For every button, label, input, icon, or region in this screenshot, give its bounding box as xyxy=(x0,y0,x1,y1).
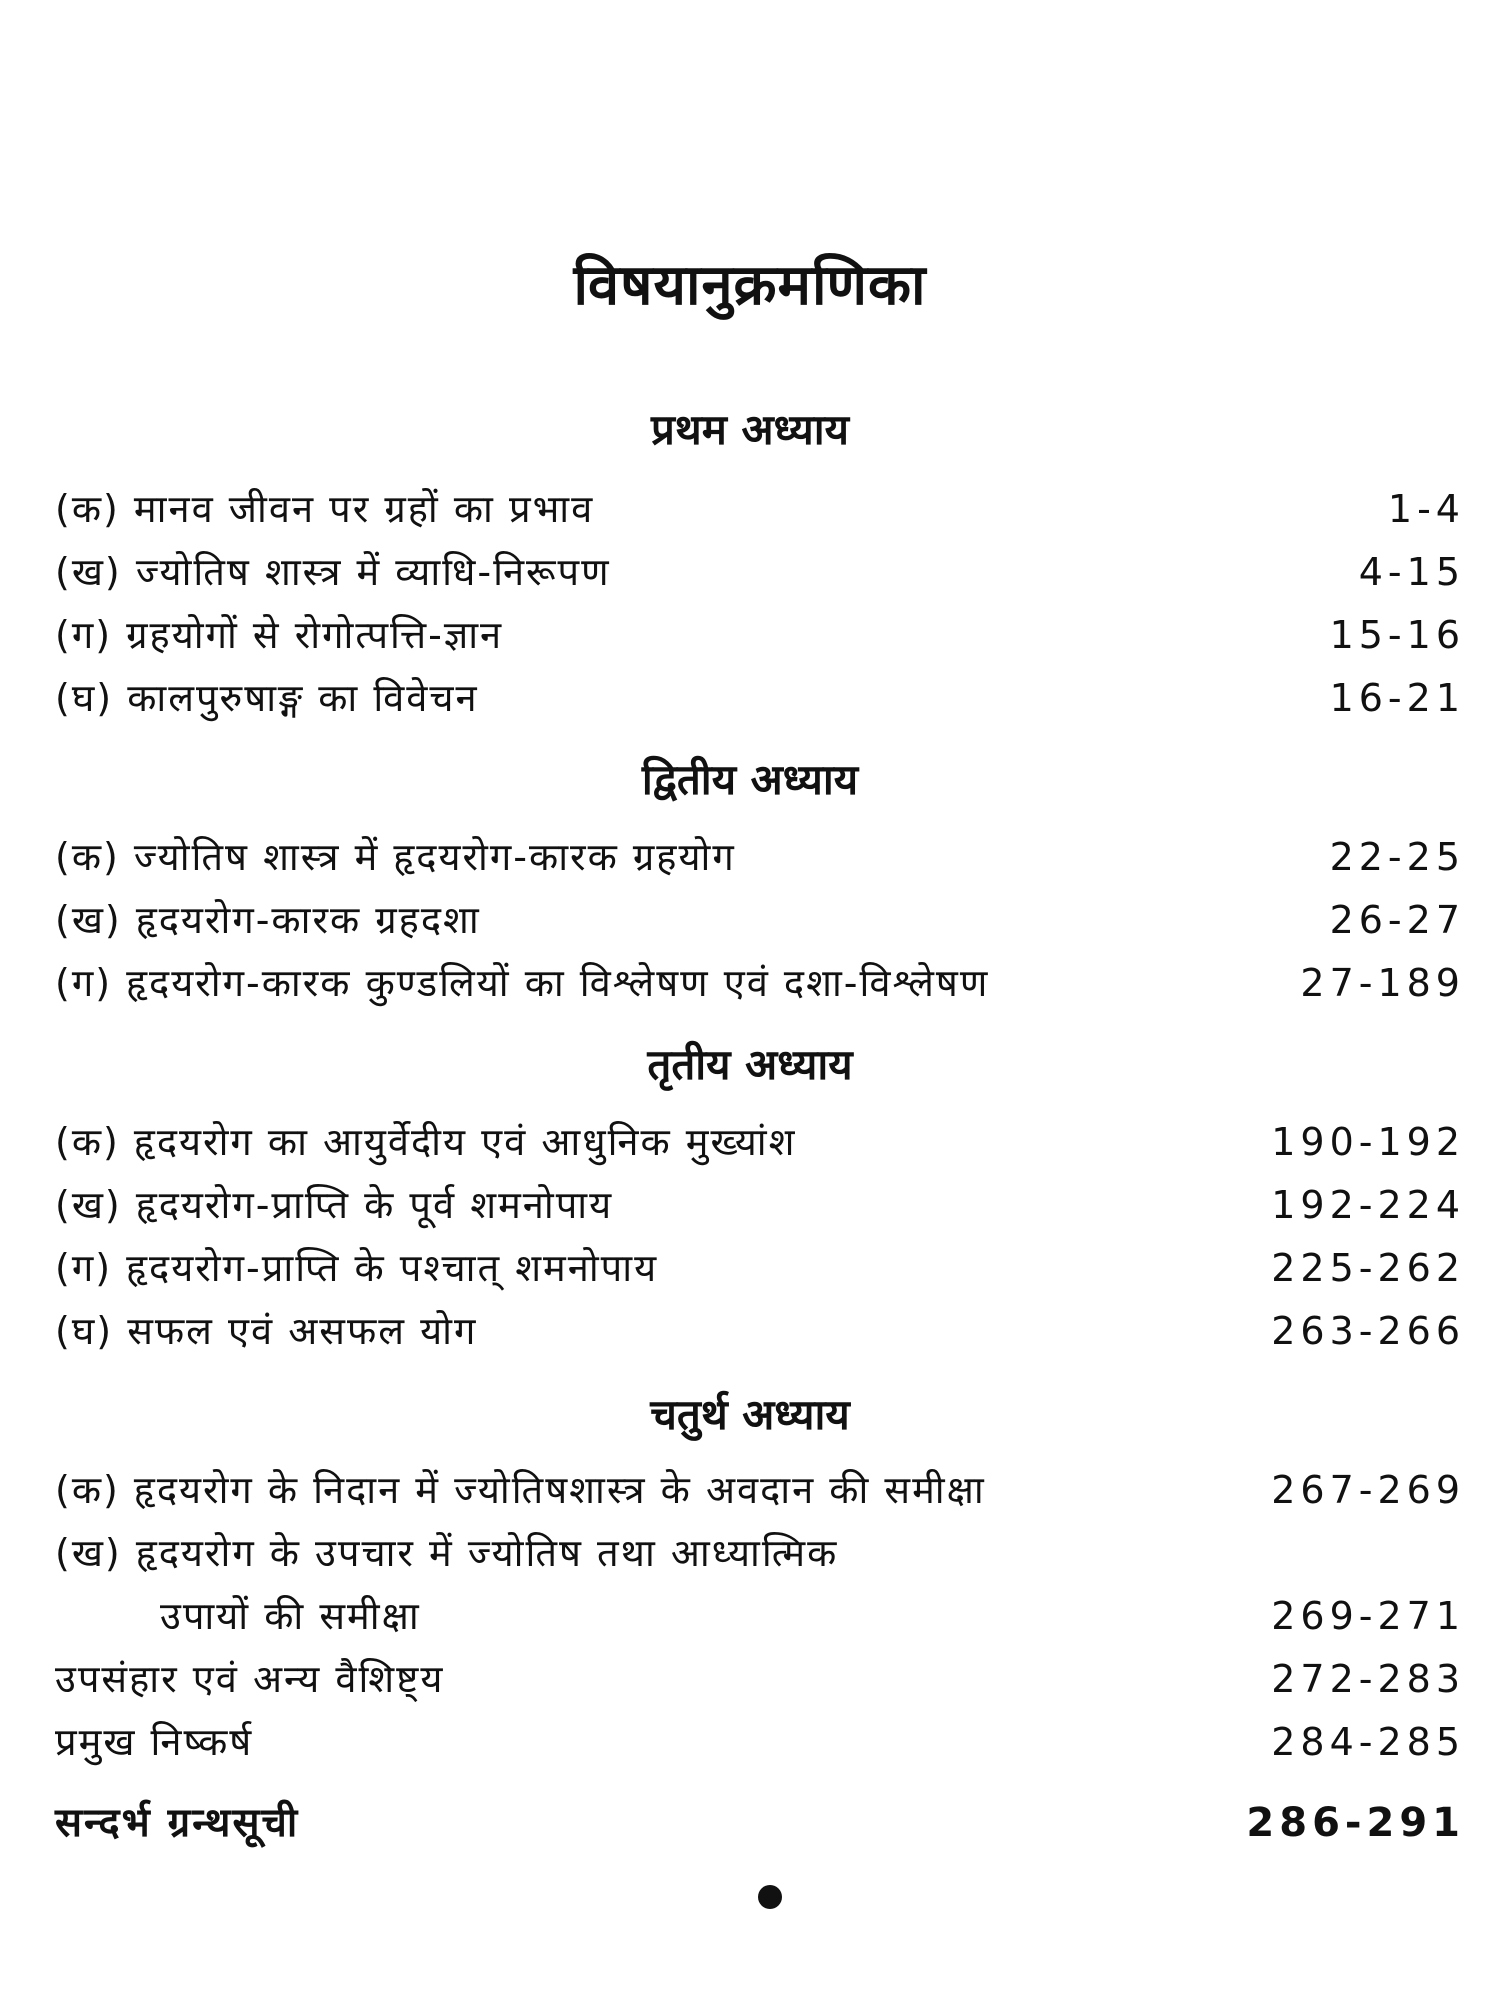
toc-entry[interactable] xyxy=(55,482,1465,536)
toc-entry-label: प्रमुख निष्कर्ष xyxy=(55,1720,254,1764)
toc-entry[interactable] xyxy=(55,1304,1465,1358)
toc-entry[interactable] xyxy=(55,830,1465,884)
toc-entry-pages: 15-16 xyxy=(1329,613,1465,657)
toc-entry-label: (घ) कालपुरुषाङ्ग का विवेचन xyxy=(55,676,479,720)
toc-entry-pages: 26-27 xyxy=(1329,898,1465,942)
toc-entry[interactable] xyxy=(55,1241,1465,1295)
toc-entry-pages: 22-25 xyxy=(1329,835,1465,879)
toc-entry-label: (क) ज्योतिष शास्त्र में हृदयरोग-कारक ग्रहयोग xyxy=(55,835,736,879)
toc-entry[interactable] xyxy=(55,1463,1465,1517)
chapter-heading-4: चतुर्थ अध्याय xyxy=(650,1390,850,1439)
toc-entry[interactable] xyxy=(55,956,1465,1010)
toc-entry-pages: 16-21 xyxy=(1329,676,1465,720)
toc-entry[interactable] xyxy=(55,545,1465,599)
toc-entry-label: (ख) हृदयरोग-प्राप्ति के पूर्व शमनोपाय xyxy=(55,1183,614,1227)
toc-entry[interactable] xyxy=(55,1178,1465,1232)
toc-entry-label: सन्दर्भ ग्रन्थसूची xyxy=(55,1800,300,1846)
toc-entry-label: (क) मानव जीवन पर ग्रहों का प्रभाव xyxy=(55,487,595,531)
toc-entry-pages: 190-192 xyxy=(1271,1120,1465,1164)
toc-entry-label: (क) हृदयरोग के निदान में ज्योतिषशास्त्र के अवदान की समीक्षा xyxy=(55,1468,986,1512)
toc-entry-label: (ग) हृदयरोग-प्राप्ति के पश्चात् शमनोपाय xyxy=(55,1246,659,1290)
toc-entry-label: उपसंहार एवं अन्य वैशिष्ट्य xyxy=(55,1657,445,1701)
toc-entry-pages: 286-291 xyxy=(1246,1800,1465,1846)
toc-entry-label: उपायों की समीक्षा xyxy=(160,1594,421,1638)
bullet-dot-icon xyxy=(758,1885,782,1909)
toc-entry[interactable] xyxy=(55,608,1465,662)
toc-entry[interactable] xyxy=(55,671,1465,725)
toc-entry[interactable] xyxy=(55,893,1465,947)
chapter-heading-2: द्वितीय अध्याय xyxy=(641,755,859,804)
toc-entry[interactable] xyxy=(55,1652,1465,1706)
toc-entry-pages: 263-266 xyxy=(1271,1309,1465,1353)
toc-entry-pages: 284-285 xyxy=(1271,1720,1465,1764)
toc-entry-pages: 272-283 xyxy=(1271,1657,1465,1701)
toc-entry[interactable] xyxy=(55,1115,1465,1169)
toc-entry-pages: 4-15 xyxy=(1358,550,1465,594)
toc-entry-pages: 27-189 xyxy=(1300,961,1465,1005)
toc-entry[interactable] xyxy=(55,1589,1465,1643)
toc-entry[interactable] xyxy=(55,1715,1465,1769)
toc-entry[interactable] xyxy=(55,1526,1465,1580)
toc-entry-label: (ग) ग्रहयोगों से रोगोत्पत्ति-ज्ञान xyxy=(55,613,504,657)
toc-entry-pages: 192-224 xyxy=(1271,1183,1465,1227)
toc-entry-label: (ख) हृदयरोग-कारक ग्रहदशा xyxy=(55,898,481,942)
chapter-heading-3: तृतीय अध्याय xyxy=(647,1040,853,1089)
toc-entry-label: (ख) ज्योतिष शास्त्र में व्याधि-निरूपण xyxy=(55,550,611,594)
toc-entry-pages: 267-269 xyxy=(1271,1468,1465,1512)
chapter-heading-1: प्रथम अध्याय xyxy=(651,405,849,454)
toc-entry-label: (घ) सफल एवं असफल योग xyxy=(55,1309,478,1353)
toc-entry-label: (क) हृदयरोग का आयुर्वेदीय एवं आधुनिक मुख्यांश xyxy=(55,1120,797,1164)
page-title: विषयानुक्रमणिका xyxy=(573,253,927,318)
toc-entry-label: (ख) हृदयरोग के उपचार में ज्योतिष तथा आध्यात्मिक xyxy=(55,1531,839,1575)
toc-entry-pages: 1-4 xyxy=(1387,487,1465,531)
toc-entry-label: (ग) हृदयरोग-कारक कुण्डलियों का विश्लेषण एवं दशा-विश्लेषण xyxy=(55,961,990,1005)
toc-entry-bibliography[interactable] xyxy=(55,1796,1465,1850)
toc-entry-pages: 225-262 xyxy=(1271,1246,1465,1290)
toc-entry-pages: 269-271 xyxy=(1271,1594,1465,1638)
